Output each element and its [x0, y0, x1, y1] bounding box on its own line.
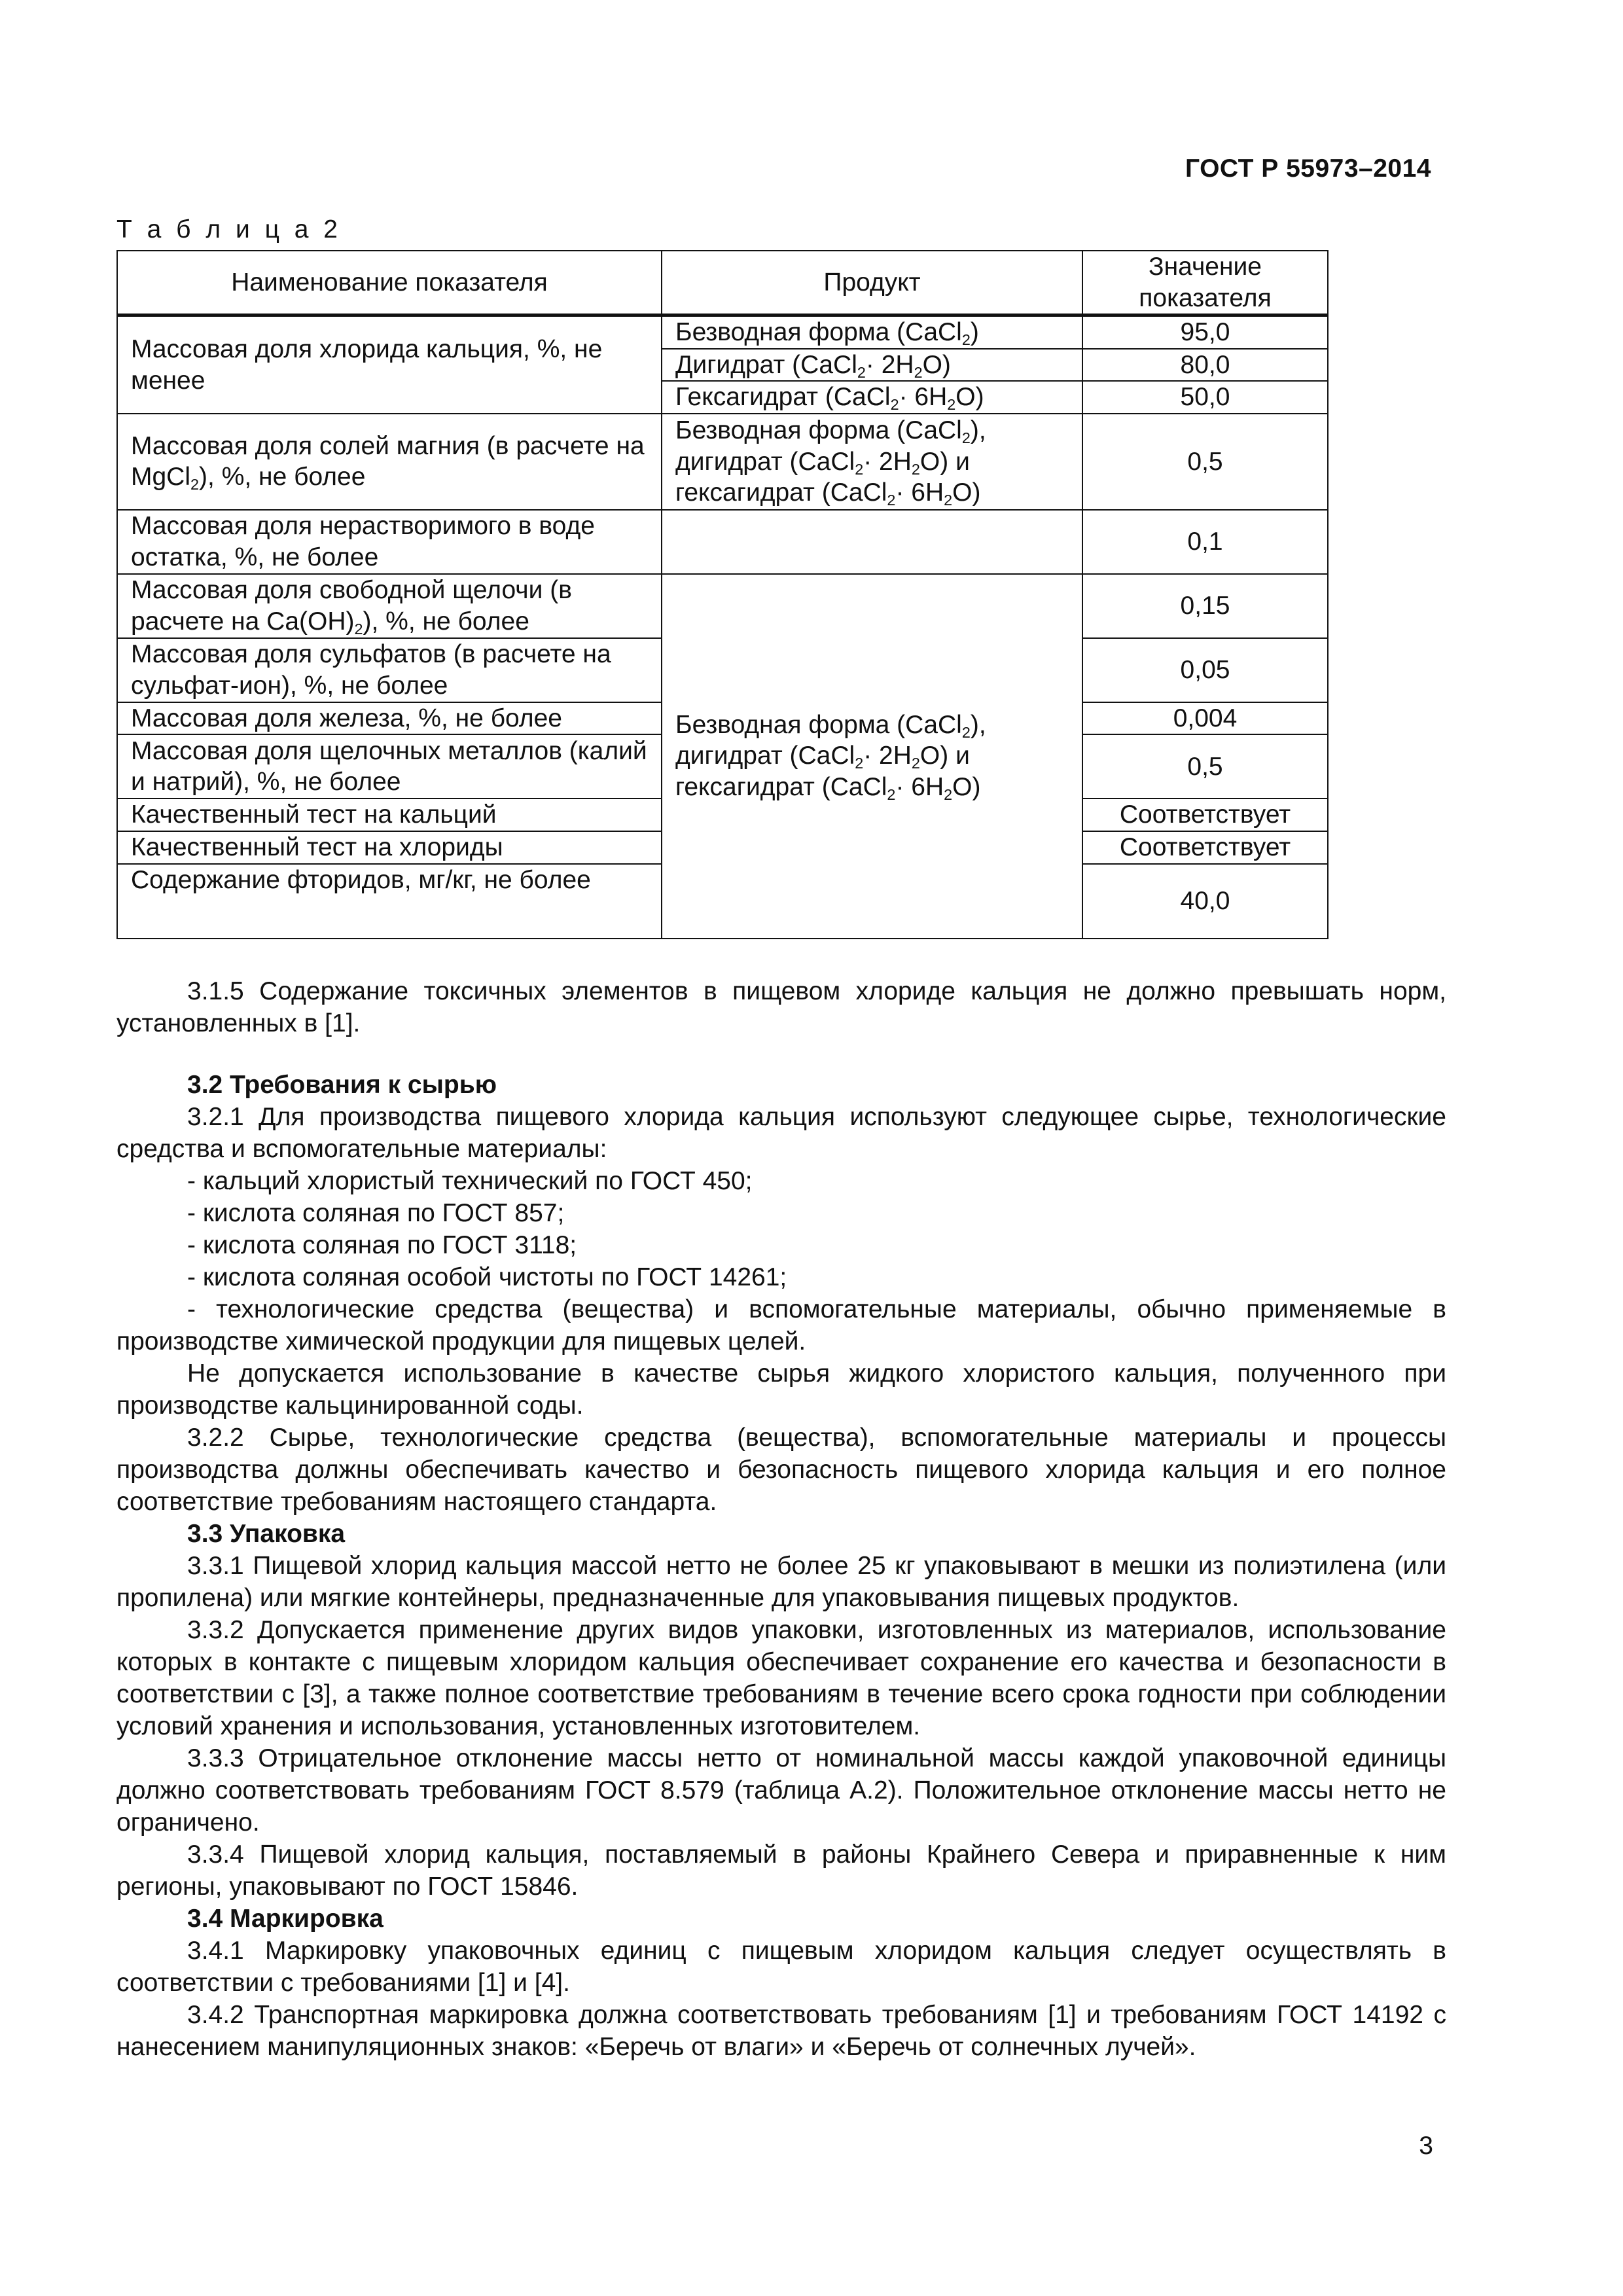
indicator-cell: Массовая доля щелочных металлов (калий и натрий), %, не более [117, 734, 662, 798]
value-cell: 0,004 [1082, 702, 1328, 735]
value-cell: 0,1 [1082, 510, 1328, 574]
product-cell-empty [662, 510, 1082, 574]
document-code: ГОСТ Р 55973–2014 [1185, 154, 1431, 183]
indicator-cell: Содержание фторидов, мг/кг, не более [117, 864, 662, 939]
paragraph-3-3-2: 3.3.2 Допускается применение других видов упаковки, изготовленных из материалов, использование которых в контакте с пищевым хлоридом кальция обеспечивает сохранение его качества и безопасности в соответствии с [3], а также полное соответствие требованиям в течение всего срока годности при соблюдении условий хранения и использования, установленных изготовителем. [116, 1616, 1446, 1740]
document-body [116, 975, 1446, 2063]
product-cell-merged: Безводная форма (CaCl$_2$), дигидрат (CaCl$_2$· $2H_2O$) и гексагидрат (CaCl$_2$· $6H_2O$) [662, 574, 1082, 939]
paragraph-3-3-1: 3.3.1 Пищевой хлорид кальция массой нетто не более 25 кг упаковывают в мешки из полиэтилена (или пропилена) или мягкие контейнеры, предназначенные для упаковывания пищевых продуктов. [116, 1552, 1446, 1612]
section-heading-3-3: 3.3 Упаковка [187, 1520, 346, 1548]
header-product: Продукт [662, 251, 1082, 315]
table-row [117, 574, 1328, 638]
paragraph-3-1-5: 3.1.5 Содержание токсичных элементов в пищевом хлориде кальция не должно превышать норм, установленных в [1]. [116, 977, 1446, 1037]
product-cell: Дигидрат (CaCl$_2$· $2H_2O$) [662, 349, 1082, 382]
value-cell: 95,0 [1082, 315, 1328, 349]
indicator-cell: Массовая доля нерастворимого в воде остатка, %, не более [117, 510, 662, 574]
list-item: - кальций хлористый технический по ГОСТ 450; [187, 1167, 753, 1195]
value-cell: 0,05 [1082, 638, 1328, 702]
section-heading-3-2: 3.2 Требования к сырью [187, 1071, 497, 1099]
paragraph-3-3-4: 3.3.4 Пищевой хлорид кальция, поставляемый в районы Крайнего Севера и приравненные к ним регионы, упаковывают по ГОСТ 15846. [116, 1840, 1446, 1901]
table-row [117, 315, 1328, 349]
table-caption: Т а б л и ц а 2 [116, 215, 342, 243]
indicator-cell: Массовая доля свободной щелочи (в расчете на $Ca(OH)_2$), %, не более [117, 574, 662, 638]
value-cell: 0,5 [1082, 414, 1328, 510]
indicator-cell: Массовая доля солей магния (в расчете на MgCl$_2$), %, не более [117, 414, 662, 510]
indicator-cell: Качественный тест на хлориды [117, 831, 662, 864]
value-cell: 80,0 [1082, 349, 1328, 382]
section-heading-3-4: 3.4 Маркировка [187, 1905, 383, 1933]
product-cell: Гексагидрат (CaCl$_2$· $6H_2O$) [662, 381, 1082, 414]
header-value: Значение показателя [1082, 251, 1328, 315]
list-item: - кислота соляная по ГОСТ 3118; [187, 1231, 577, 1259]
value-cell: Соответствует [1082, 798, 1328, 831]
table-row [117, 414, 1328, 510]
list-item: - кислота соляная по ГОСТ 857; [187, 1199, 565, 1227]
table-row [117, 510, 1328, 574]
paragraph-3-2-2: 3.2.2 Сырье, технологические средства (вещества), вспомогательные материалы и процессы производства должны обеспечивать качество и безопасность пищевого хлорида кальция и его полное соответствие требованиям настоящего стандарта. [116, 1424, 1446, 1516]
paragraph-3-2-1-note: Не допускается использование в качестве сырья жидкого хлористого кальция, полученного при производстве кальцинированной соды. [116, 1359, 1446, 1420]
indicator-cell: Массовая доля железа, %, не более [117, 702, 662, 735]
value-cell: Соответствует [1082, 831, 1328, 864]
list-item: - технологические средства (вещества) и вспомогательные материалы, обычно применяемые в производстве химической продукции для пищевых целей. [116, 1295, 1446, 1355]
product-cell: Безводная форма (CaCl$_2$), дигидрат (CaCl$_2$· $2H_2O$) и гексагидрат (CaCl$_2$· $6H_2O$) [662, 414, 1082, 510]
indicator-cell: Массовая доля хлорида кальция, %, не менее [117, 315, 662, 414]
product-cell: Безводная форма (CaCl$_2$) [662, 315, 1082, 349]
indicator-cell: Массовая доля сульфатов (в расчете на сульфат-ион), %, не более [117, 638, 662, 702]
paragraph-3-2-1: 3.2.1 Для производства пищевого хлорида кальция используют следующее сырье, технологические средства и вспомогательные материалы: [116, 1103, 1446, 1163]
paragraph-3-3-3: 3.3.3 Отрицательное отклонение массы нетто от номинальной массы каждой упаковочной единицы должно соответствовать требованиям ГОСТ 8.579 (таблица А.2). Положительное отклонение массы нетто не ограничено. [116, 1744, 1446, 1837]
page-number: 3 [1419, 2132, 1433, 2160]
indicator-cell: Качественный тест на кальций [117, 798, 662, 831]
value-cell: 0,15 [1082, 574, 1328, 638]
value-cell: 50,0 [1082, 381, 1328, 414]
requirements-table [116, 250, 1329, 939]
paragraph-3-4-2: 3.4.2 Транспортная маркировка должна соответствовать требованиям [1] и требованиям ГОСТ 14192 с нанесением манипуляционных знаков: «Беречь от влаги» и «Беречь от солнечных лучей». [116, 2001, 1446, 2061]
value-cell: 40,0 [1082, 864, 1328, 939]
table-header-row [117, 251, 1328, 315]
paragraph-3-4-1: 3.4.1 Маркировку упаковочных единиц с пищевым хлоридом кальция следует осуществлять в соответствии с требованиями [1] и [4]. [116, 1937, 1446, 1997]
list-item: - кислота соляная особой чистоты по ГОСТ 14261; [187, 1263, 787, 1291]
header-indicator: Наименование показателя [117, 251, 662, 315]
value-cell: 0,5 [1082, 734, 1328, 798]
